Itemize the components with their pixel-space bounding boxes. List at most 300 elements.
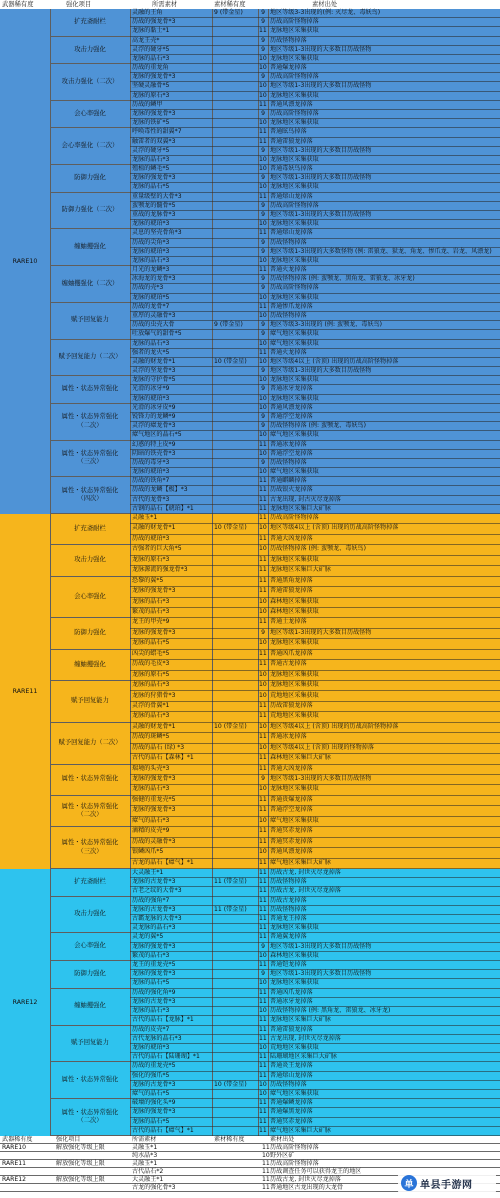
rarity-level-cell: 11 bbox=[259, 495, 267, 503]
rarity-level-cell: 10 bbox=[259, 82, 267, 90]
material-note-cell: 11 (带金星) bbox=[214, 905, 247, 913]
source-cell: 普通冰龙掉落 bbox=[270, 733, 307, 741]
material-cell: 历战的尖角*3 bbox=[132, 238, 170, 246]
rarity-level-cell: 10 bbox=[259, 403, 267, 411]
rarity-level-cell: 11 bbox=[259, 128, 267, 136]
table-row bbox=[130, 629, 500, 639]
rarity-level-cell: 11 bbox=[259, 1099, 267, 1107]
table-row bbox=[130, 915, 500, 924]
material-cell: 凶尖的蜡毛*5 bbox=[132, 649, 170, 657]
rarity-level-cell: 11 bbox=[259, 587, 267, 595]
enhancement-item: 赋予回复能力 bbox=[50, 1026, 130, 1063]
source-cell: 地区等级4以上 (含顶) 出现的历战高阶怪物掉落 bbox=[270, 722, 399, 730]
rarity-level-cell: 11 bbox=[259, 1034, 267, 1042]
source-cell: 历战银火龙掉落 bbox=[270, 486, 313, 494]
source-cell: 历战雷狼龙掉落 bbox=[270, 701, 313, 709]
table-row bbox=[130, 692, 500, 702]
rarity-level-cell: 9 bbox=[261, 238, 265, 246]
rarity-level-cell: 11 bbox=[259, 1117, 267, 1125]
material-cell: 冰海龙的龙骨*3 bbox=[132, 275, 176, 283]
material-cell: 历战的毛皮*3 bbox=[132, 660, 170, 668]
rarity-level-cell: 10 bbox=[259, 1089, 267, 1097]
rarity-level-cell: 11 bbox=[259, 764, 267, 772]
rarity-level-cell: 10 bbox=[259, 165, 267, 173]
unlock-rarity-cell: RARE10 bbox=[2, 1144, 26, 1151]
table-row bbox=[130, 587, 500, 597]
material-cell: 阴暗的铁壳骨*3 bbox=[132, 449, 176, 457]
material-cell: 历战的虫壳大骨 bbox=[132, 321, 175, 329]
source-cell: 历战高阶怪物掉落 bbox=[270, 514, 319, 521]
table-row bbox=[130, 1108, 500, 1117]
table-row bbox=[130, 321, 500, 330]
rarity-level-cell: 10 bbox=[259, 743, 267, 751]
enhancement-item: 扩充斋耐栏 bbox=[50, 514, 130, 545]
unlock-rarity-cell: RARE12 bbox=[2, 1176, 26, 1183]
rarity-level-cell: 10 bbox=[259, 431, 267, 439]
source-cell: 古龙出现, 封古灭尽龙掉落 bbox=[270, 495, 341, 503]
rarity-level-cell: 9 bbox=[261, 36, 265, 44]
rarity-level-cell: 9 bbox=[261, 9, 265, 16]
rarity-label: RARE12 bbox=[12, 999, 38, 1006]
material-cell: 幻惑的特上皮*9 bbox=[132, 440, 176, 448]
source-cell: 普通火龙掉落 bbox=[270, 348, 307, 356]
table-row bbox=[130, 514, 500, 524]
rarity-band bbox=[0, 514, 500, 869]
rarity-level-cell: 9 bbox=[261, 628, 265, 636]
rarity-level-cell: 11 bbox=[259, 924, 267, 932]
table-row bbox=[130, 827, 500, 837]
source-cell: 龙脉地区采集获取 bbox=[270, 183, 319, 191]
source-cell: 普通雷狼龙掉落 bbox=[270, 137, 313, 145]
table-row bbox=[130, 27, 500, 36]
rarity-level-cell: 9 bbox=[261, 321, 265, 329]
source-cell: 历战高阶怪物掉落 bbox=[270, 284, 319, 292]
source-cell: 地区等级1-3出现的大多数目历战怪物 bbox=[270, 367, 372, 375]
enhancement-item: 属性・状态异常强化 （二次） bbox=[50, 796, 130, 827]
material-cell: 龙脉的强龙骨*3 bbox=[132, 110, 176, 117]
material-cell: 灵融的王角 bbox=[132, 9, 163, 16]
rarity-level-cell: 9 bbox=[261, 458, 265, 466]
rarity-level-cell: 10 bbox=[259, 376, 267, 384]
material-cell: 灵息的坚壳骨角*3 bbox=[132, 229, 182, 237]
table-row bbox=[130, 1118, 500, 1127]
material-cell: 龙脉的黏土*1 bbox=[132, 27, 170, 35]
source-cell: 龙脉地区采集获取 bbox=[270, 220, 319, 228]
unlock-src-cell: 野外区矿 bbox=[270, 1152, 295, 1159]
material-cell: 历战的强龙骨*3 bbox=[132, 18, 176, 26]
source-cell: 普通火龙掉落 bbox=[270, 266, 307, 274]
material-cell: 历战的斑鳞*5 bbox=[132, 733, 170, 741]
rarity-level-cell: 9 bbox=[261, 413, 265, 420]
rarity-level-cell: 11 bbox=[259, 1053, 267, 1061]
table-row bbox=[130, 46, 500, 55]
material-cell: 龙脉的古龙骨*3 bbox=[132, 997, 176, 1005]
enhancement-item: 扩充斋耐栏 bbox=[50, 869, 130, 897]
material-cell: 重厚的灵融骨*3 bbox=[132, 312, 176, 319]
enhancement-item: 属性・状态异常强化 bbox=[50, 1062, 130, 1099]
table-row bbox=[130, 681, 500, 691]
source-cell: 普通毒妖鸟掉落 bbox=[270, 165, 313, 173]
unlock-src-cell: 历战调查任务可以获得龙王的地区 bbox=[270, 1168, 362, 1175]
rarity-level-cell: 10 bbox=[259, 722, 267, 730]
enhancement-item: 属性・状态异常强化 bbox=[50, 765, 130, 796]
site-logo-icon: 单 bbox=[401, 1175, 417, 1191]
rarity-level-cell: 10 bbox=[259, 816, 267, 824]
table-row bbox=[130, 37, 500, 46]
unlock-item-cell: 解放强化等级上限 bbox=[56, 1160, 105, 1167]
table-row bbox=[130, 395, 500, 404]
source-cell: 历战怪物掉落 bbox=[270, 312, 307, 319]
material-cell: 瘴气的晶石*5 bbox=[132, 1089, 170, 1097]
rarity-level-cell: 9 bbox=[261, 367, 265, 375]
table-row bbox=[130, 266, 500, 275]
table-row bbox=[130, 1081, 500, 1090]
material-cell: 龙脉的强龙骨*3 bbox=[132, 806, 176, 814]
unlock-mat-cell: 灵融玉*1 bbox=[132, 1144, 158, 1151]
rarity-level-cell: 11 bbox=[259, 486, 267, 494]
enhancement-item: 攻击力强化 bbox=[50, 897, 130, 934]
rarity-level-cell: 11 bbox=[259, 915, 267, 923]
material-cell: 古龙的晶石【瘴气】*1 bbox=[132, 858, 194, 866]
source-cell: 历战怪物掉落 (例: 蛮颚龙、黑角龙、雷狼龙、冰牙龙) bbox=[270, 275, 415, 283]
material-cell: 历战的皮壳*7 bbox=[132, 1025, 170, 1033]
table-row bbox=[130, 723, 500, 733]
rarity-level-cell: 11 bbox=[259, 1025, 267, 1033]
rarity-level-cell: 10 bbox=[259, 691, 267, 699]
table-row bbox=[130, 312, 500, 321]
rarity-level-cell: 9 bbox=[261, 73, 265, 81]
rarity-level-cell: 11 bbox=[259, 440, 267, 448]
rarity-level-cell: 11 bbox=[259, 649, 267, 657]
table-row bbox=[130, 110, 500, 119]
material-cell: 龙脉的琥珀*3 bbox=[132, 220, 170, 228]
material-cell: 历战的重龙角 bbox=[132, 64, 169, 72]
source-cell: 普通爆鳞龙掉落 bbox=[270, 1099, 313, 1107]
table-row bbox=[130, 817, 500, 827]
table-row bbox=[130, 101, 500, 110]
enhancement-item: 防御力强化 bbox=[50, 961, 130, 989]
material-cell: 龙脉的晶石*3 bbox=[132, 339, 170, 347]
material-cell: 龙脉的强龙骨*3 bbox=[132, 587, 176, 595]
material-cell: 龙脉的铁矿*5 bbox=[132, 119, 170, 127]
rarity-level-cell: 10 bbox=[259, 597, 267, 605]
table-row bbox=[130, 367, 500, 376]
material-cell: 龙脉的晶石*3 bbox=[132, 785, 170, 793]
unlock-row bbox=[0, 1152, 500, 1160]
table-row bbox=[130, 183, 500, 192]
enhancement-item: 会心率强化（二次） bbox=[50, 128, 130, 165]
table-row bbox=[130, 128, 500, 137]
rarity-level-cell: 11 bbox=[259, 701, 267, 709]
material-cell: 历战的铁角*7 bbox=[132, 477, 170, 485]
rarity-level-cell: 10 bbox=[259, 449, 267, 457]
rarity-level-cell: 11 bbox=[259, 229, 267, 237]
table-row bbox=[130, 147, 500, 156]
material-cell: 古代的晶石【瘴气】*1 bbox=[132, 1126, 194, 1134]
source-cell: 瘴气地区采集获取 bbox=[270, 1089, 319, 1097]
source-cell: 普通龙王掉落 bbox=[270, 915, 307, 923]
material-cell: 历战的鳞甲 bbox=[132, 100, 163, 108]
material-cell: 吐放爆气的甜骨*5 bbox=[132, 330, 182, 338]
source-cell: 普通冥赤龙掉落 bbox=[270, 1117, 313, 1125]
rarity-level-cell: 9 bbox=[261, 146, 265, 154]
rarity-level-cell: 10 bbox=[259, 220, 267, 228]
source-cell: 历战怪物掉落 bbox=[270, 238, 307, 246]
source-cell: 普通浮空龙掉落 bbox=[270, 413, 313, 420]
source-cell: 瘴气地区采集获取 bbox=[270, 330, 319, 338]
table-row bbox=[130, 660, 500, 670]
source-cell: 森林地区采集获取 bbox=[270, 607, 319, 615]
source-cell: 龙脉地区采集获取 bbox=[270, 924, 319, 932]
table-row bbox=[130, 441, 500, 450]
material-cell: 龙脉的古龙骨*3 bbox=[132, 905, 176, 913]
source-cell: 历战高阶怪物掉落 bbox=[270, 201, 319, 209]
source-cell: 历战怪物掉落 (例: 蛮颚龙、毒妖鸟) bbox=[270, 545, 366, 553]
material-note-cell: 10 (带金星) bbox=[214, 1080, 247, 1088]
rarity-level-cell: 10 bbox=[259, 155, 267, 163]
rarity-level-cell: 10 bbox=[259, 545, 267, 553]
source-cell: 普通凶爪龙掉落 bbox=[270, 649, 313, 657]
table-row bbox=[130, 358, 500, 367]
source-cell: 普通黑角龙掉落 bbox=[270, 576, 313, 584]
material-cell: 灵浮的骨翼*1 bbox=[132, 701, 170, 709]
rarity-level-cell: 11 bbox=[259, 576, 267, 584]
rarity-level-cell: 9 bbox=[261, 201, 265, 209]
rarity-level-cell: 11 bbox=[259, 997, 267, 1005]
rarity-level-cell: 9 bbox=[261, 385, 265, 393]
table-row bbox=[130, 119, 500, 128]
material-cell: 龙脉的古龙骨*3 bbox=[132, 1080, 176, 1088]
unlock-mat-cell: 纯水晶*3 bbox=[132, 1152, 158, 1159]
table-row bbox=[130, 1099, 500, 1108]
material-cell: 破壊的强化头*9 bbox=[132, 1099, 176, 1107]
material-cell: 坚硬灵融骨*5 bbox=[132, 82, 170, 90]
enhancement-item: 攻击力强化 bbox=[50, 37, 130, 65]
table-row bbox=[130, 639, 500, 649]
source-cell: 历战古龙掉落 bbox=[270, 896, 307, 904]
rarity-level-cell: 11 bbox=[259, 837, 267, 845]
material-cell: 蛮颚龙的髓骨*5 bbox=[132, 201, 176, 209]
rarity-level-cell: 11 bbox=[259, 1016, 267, 1024]
header-rarity: 武器稀有度 bbox=[2, 1, 34, 8]
source-cell: 普通麒麟掉落 bbox=[270, 477, 307, 485]
table-row bbox=[130, 989, 500, 998]
table-row bbox=[130, 248, 500, 257]
source-cell: 龙脉地区采集巨大矿脉 bbox=[270, 566, 331, 574]
table-row bbox=[130, 906, 500, 915]
table-row bbox=[130, 577, 500, 587]
table-row bbox=[130, 1044, 500, 1053]
header-source: 素材出处 bbox=[312, 1, 338, 8]
source-cell: 普通熔山龙掉落 bbox=[270, 192, 313, 200]
rarity-level-cell: 10 bbox=[259, 848, 267, 856]
rarity-label: RARE11 bbox=[12, 688, 38, 695]
source-cell: 普通熔山龙掉落 bbox=[270, 1071, 313, 1079]
table-row bbox=[130, 165, 500, 174]
rarity-level-cell: 11 bbox=[259, 618, 267, 626]
enhancement-item: 属性・状态异常强化 （四次） bbox=[50, 477, 130, 514]
rarity-level-cell: 10 bbox=[259, 54, 267, 62]
source-cell: 普通风漂龙掉落 bbox=[270, 100, 313, 108]
source-cell: 普通雷狼龙掉落 bbox=[270, 587, 313, 595]
table-row bbox=[130, 796, 500, 806]
table-row bbox=[130, 1007, 500, 1016]
header-item: 强化项目 bbox=[66, 1, 92, 8]
table-row bbox=[130, 1016, 500, 1025]
material-cell: 龙脉的强龙骨*3 bbox=[132, 628, 176, 636]
material-cell: 龙脉的晶石*5 bbox=[132, 639, 170, 647]
source-cell: 荒地地区采集获取 bbox=[270, 712, 319, 720]
material-cell: 重量级壁的大骨*3 bbox=[132, 192, 182, 200]
table-row bbox=[130, 459, 500, 468]
source-cell: 普通雷狼龙掉落 bbox=[270, 1025, 313, 1033]
table-row bbox=[130, 733, 500, 743]
material-cell: 龙王的甲壳*9 bbox=[132, 618, 170, 626]
material-cell: 灵浮的硬牙*5 bbox=[132, 45, 170, 53]
rarity-level-cell: 11 bbox=[259, 100, 267, 108]
material-cell: 古代的晶石【陆珊瑚】*1 bbox=[132, 1053, 200, 1061]
source-cell: 历战怪物掉落 bbox=[270, 905, 307, 913]
table-row bbox=[130, 775, 500, 785]
source-cell: 普通风漂龙掉落 bbox=[270, 848, 313, 856]
material-cell: 龙脉的晶石*5 bbox=[132, 979, 170, 987]
table-row bbox=[130, 702, 500, 712]
table-row bbox=[130, 556, 500, 566]
material-cell: 月光的龙鳞*3 bbox=[132, 266, 170, 274]
source-cell: 普通贵爆龙掉落 bbox=[270, 795, 313, 803]
source-cell: 地区等级1-3出现的大多数怪物 (例: 雷狼龙、狱龙、角龙、惨爪龙、岩龙、风漂龙) bbox=[270, 247, 492, 255]
source-cell: 普通爆龙掉落 bbox=[270, 64, 307, 72]
table-row bbox=[130, 82, 500, 91]
material-cell: 历战的晶石 (绿) *3 bbox=[132, 743, 185, 751]
source-cell: 普通惨爪龙掉落 bbox=[270, 302, 313, 310]
material-cell: 龙脉的古龙骨*3 bbox=[132, 878, 176, 886]
enhancement-item: 防御力强化 bbox=[50, 618, 130, 649]
material-cell: 历战的灵融骨*3 bbox=[132, 837, 176, 845]
rarity-level-cell: 10 bbox=[259, 394, 267, 402]
material-cell: 历战的龙骨*7 bbox=[132, 302, 170, 310]
rarity-level-cell: 9 bbox=[261, 247, 265, 255]
unlock-row bbox=[0, 1160, 500, 1168]
unlock-src-cell: 历战古龙, 封世灭尽龙掉落 bbox=[270, 1176, 341, 1183]
enhancement-item: 赋予回复能力 bbox=[50, 681, 130, 723]
material-cell: 龙脉的晶石*3 bbox=[132, 54, 170, 62]
source-cell: 普通熔山龙掉落 bbox=[270, 229, 313, 237]
source-cell: 普通土龙掉落 bbox=[270, 618, 307, 626]
source-cell: 地区等级3-3出现的(例: 灭尽龙、毒妖鸟) bbox=[270, 9, 381, 16]
source-cell: 龙脉地区采集获取 bbox=[270, 681, 319, 689]
table-row bbox=[130, 156, 500, 165]
source-cell: 普通爆黑龙掉落 bbox=[270, 1108, 313, 1116]
material-cell: 瘴气地区的晶石*5 bbox=[132, 431, 182, 439]
source-cell: 普通翼龙掉落 bbox=[270, 933, 307, 941]
rarity-band bbox=[0, 9, 500, 514]
enhancement-item: 防御力强化 bbox=[50, 165, 130, 193]
rarity-level-cell: 11 bbox=[259, 961, 267, 969]
header-material: 所需素材 bbox=[152, 1, 178, 8]
table-row bbox=[130, 998, 500, 1007]
table-row bbox=[130, 838, 500, 848]
source-cell: 森林地区采集巨大矿脉 bbox=[270, 754, 331, 762]
source-cell: 荒地地区采集获取 bbox=[270, 1043, 319, 1051]
material-cell: 灵融玉*1 bbox=[132, 514, 158, 521]
source-cell: 普通冰牙龙掉落 bbox=[270, 997, 313, 1005]
rarity-level-cell: 11 bbox=[259, 827, 267, 835]
source-cell: 瘴气地区采集获取 bbox=[270, 816, 319, 824]
table-row bbox=[130, 1062, 500, 1071]
material-cell: 灵浮的瘴龙骨*3 bbox=[132, 422, 176, 430]
rarity-level-cell: 11 bbox=[259, 887, 267, 895]
material-cell: 灵龙脉的晶石*3 bbox=[132, 924, 176, 932]
material-cell: 强健的重龙壳*5 bbox=[132, 795, 176, 803]
source-cell: 普通冥赤龙掉落 bbox=[270, 827, 313, 835]
material-cell: 光滑的冰牙皮*9 bbox=[132, 403, 176, 411]
enhancement-item: 会心率强化 bbox=[50, 933, 130, 961]
rarity-level-cell: 11 bbox=[259, 566, 267, 574]
watermark-text: 单县手游网 bbox=[420, 1179, 473, 1191]
unlock-header-cell: 强化项目 bbox=[56, 1136, 81, 1143]
enhancement-item: 赋予回复能力 bbox=[50, 303, 130, 340]
rarity-level-cell: 9 bbox=[261, 211, 265, 218]
source-cell: 地区等级1-3出现的大多数目历战怪物 bbox=[270, 942, 372, 950]
table-row bbox=[130, 924, 500, 933]
source-cell: 龙脉地区采集获取 bbox=[270, 670, 319, 678]
table-row bbox=[130, 229, 500, 238]
material-cell: 龙脉的琥珀*3 bbox=[132, 247, 170, 255]
material-note-cell: 10 (带金星) bbox=[214, 722, 247, 730]
rarity-level-cell: 11 bbox=[259, 988, 267, 996]
source-cell: 历战怪物掉落 (例: 蛮颚龙、毒妖鸟) bbox=[270, 422, 366, 430]
rarity-level-cell: 10 bbox=[259, 1080, 267, 1088]
material-cell: 龙脉的晶石*5 bbox=[132, 183, 170, 191]
unlock-src-cell: 普通地区古龙出现的大龙骨 bbox=[270, 1184, 344, 1191]
rarity-level-cell: 11 bbox=[259, 477, 267, 485]
table-row bbox=[130, 598, 500, 608]
rarity-level-cell: 9 bbox=[261, 284, 265, 292]
source-cell: 普通炎王龙掉落 bbox=[270, 1062, 313, 1070]
enhancement-item: 扩充斋耐栏 bbox=[50, 9, 130, 37]
table-row bbox=[130, 869, 500, 878]
table-row bbox=[130, 431, 500, 440]
source-cell: 龙脉地区采集获取 bbox=[270, 394, 319, 402]
rarity-level-cell: 9 bbox=[261, 45, 265, 53]
material-cell: 龙脉的晶石*3 bbox=[132, 155, 170, 163]
rarity-level-cell: 11 bbox=[259, 896, 267, 904]
material-cell: 古代的龙骨*3 bbox=[132, 495, 170, 503]
material-cell: 龙脉的晶石*3 bbox=[132, 712, 170, 720]
material-cell: 龙脉的晶石*5 bbox=[132, 1117, 170, 1125]
material-cell: 历战的壳*3 bbox=[132, 284, 164, 292]
material-cell: 灵浮的硬牙*5 bbox=[132, 146, 170, 154]
material-cell: 灵融的财龙骨*1 bbox=[132, 722, 176, 730]
table-row bbox=[130, 422, 500, 431]
source-cell: 地区等级4以上 (含顶) 出现的历战高阶怪物掉落 bbox=[270, 524, 399, 532]
source-cell: 瘴气地区采集巨大矿脉 bbox=[270, 1126, 331, 1134]
enhancement-item: 属性・状态异常强化 （二次） bbox=[50, 404, 130, 441]
material-cell: 滴精的皮壳*9 bbox=[132, 827, 170, 835]
rarity-level-cell: 11 bbox=[259, 1071, 267, 1079]
table-row bbox=[130, 220, 500, 229]
unlock-header-cell: 素材出处 bbox=[270, 1136, 295, 1143]
table-row bbox=[130, 943, 500, 952]
table-row bbox=[130, 618, 500, 628]
unlock-src-cell: 历战高阶怪物掉落 bbox=[270, 1160, 319, 1167]
rarity-level-cell: 10 bbox=[259, 91, 267, 99]
source-cell: 森林地区采集获取 bbox=[270, 951, 319, 959]
unlock-header-cell: 武器稀有度 bbox=[2, 1136, 33, 1143]
material-cell: 龙脉的琥珀*3 bbox=[132, 394, 170, 402]
rarity-level-cell: 10 bbox=[259, 256, 267, 264]
